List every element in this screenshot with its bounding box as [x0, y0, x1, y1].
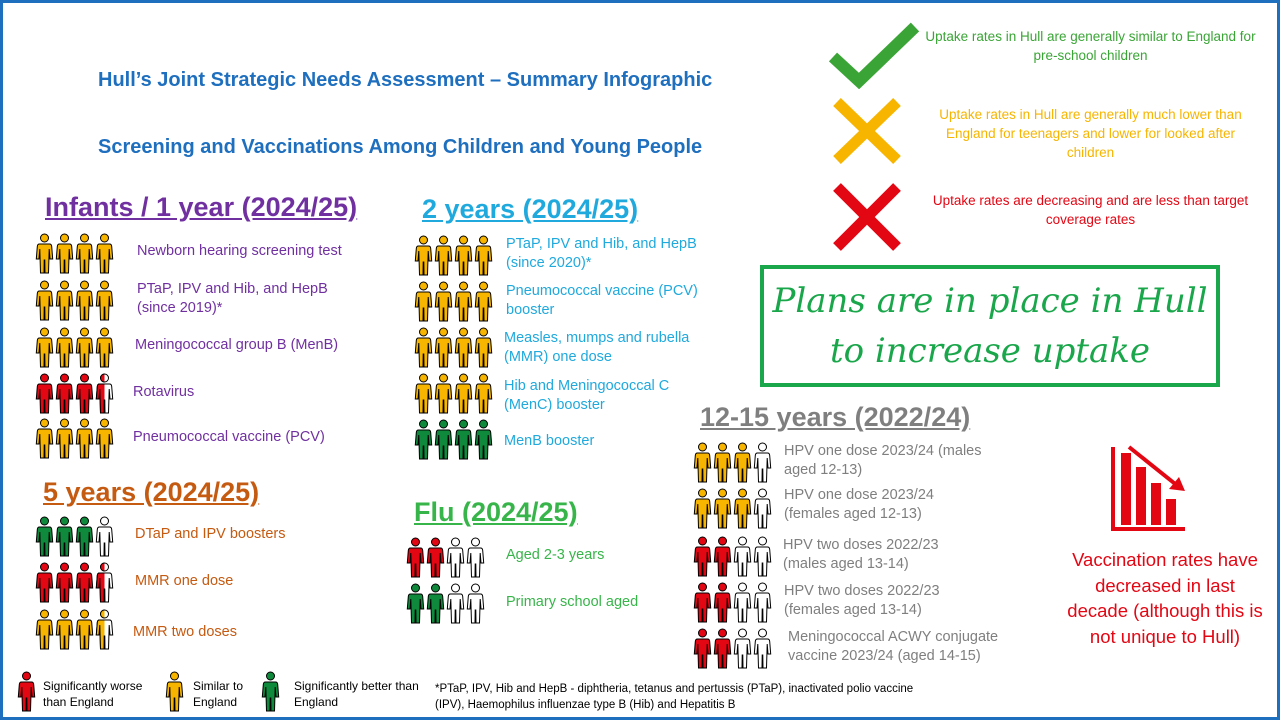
- infants-row-label: Pneumococcal vaccine (PCV): [133, 429, 325, 445]
- person-icon: [55, 609, 74, 651]
- teens-heading: 12-15 years (2022/24): [700, 402, 971, 432]
- person-icon: [75, 327, 94, 369]
- people-icons: [35, 516, 114, 558]
- person-icon: [95, 280, 114, 322]
- legend-similar-icon: [165, 671, 184, 713]
- people-icons: [35, 609, 114, 651]
- person-icon: [434, 281, 453, 323]
- people-icons: [693, 488, 772, 530]
- five-years-heading: 5 years (2024/25): [43, 477, 260, 507]
- five-years-row-label: DTaP and IPV boosters: [135, 526, 286, 542]
- legend-better-label: Significantly better than England: [294, 679, 419, 709]
- key-similar-text: Uptake rates in Hull are generally similar to England for pre-school children: [925, 29, 1256, 63]
- person-icon: [35, 609, 54, 651]
- person-icon: [733, 536, 752, 578]
- person-icon: [95, 418, 114, 460]
- amber-cross-icon: [829, 96, 905, 166]
- person-icon: [55, 562, 74, 604]
- person-icon: [75, 516, 94, 558]
- two-years-heading: 2 years (2024/25): [422, 194, 639, 224]
- person-icon: [414, 419, 433, 461]
- person-icon: [35, 418, 54, 460]
- person-icon: [426, 537, 445, 579]
- person-icon: [75, 233, 94, 275]
- key-lower-text: Uptake rates in Hull are generally much lower than England for teenagers and lower for looked after children: [939, 107, 1242, 160]
- person-icon: [95, 516, 114, 558]
- teens-row-label: HPV two doses 2022/23 (females aged 13-14): [784, 583, 940, 618]
- infants-row-label: Meningococcal group B (MenB): [135, 337, 339, 353]
- person-icon: [434, 373, 453, 415]
- person-icon: [17, 671, 36, 713]
- people-icons: [693, 582, 772, 624]
- declining-chart-icon: [1109, 443, 1189, 533]
- teens-row-label: Meningococcal ACWY conjugate vaccine 2023/24 (aged 14-15): [788, 629, 999, 664]
- person-icon: [733, 582, 752, 624]
- person-icon: [454, 235, 473, 277]
- person-icon: [55, 516, 74, 558]
- person-icon: [753, 628, 772, 670]
- person-icon: [454, 373, 473, 415]
- person-icon: [733, 628, 752, 670]
- person-icon: [55, 280, 74, 322]
- people-icons: [414, 235, 493, 277]
- decline-text: Vaccination rates have decreased in last decade (although this is not unique to Hull): [1067, 549, 1263, 647]
- person-icon: [75, 609, 94, 651]
- two-years-row-label: PTaP, IPV and Hib, and HepB (since 2020)*: [506, 236, 697, 271]
- person-icon: [693, 628, 712, 670]
- people-icons: [406, 583, 485, 625]
- teens-row-label: HPV one dose 2023/24 (females aged 12-13): [784, 487, 934, 522]
- person-icon: [454, 327, 473, 369]
- plans-text: Plans are in place in Hull to increase uptake: [772, 281, 1208, 371]
- infants-row-label: Rotavirus: [133, 384, 195, 400]
- flu-heading: Flu (2024/25): [414, 497, 578, 527]
- person-icon: [474, 235, 493, 277]
- person-icon: [55, 373, 74, 415]
- person-icon: [434, 327, 453, 369]
- person-icon: [454, 281, 473, 323]
- person-icon: [466, 583, 485, 625]
- page-subtitle: Screening and Vaccinations Among Children and Young People: [98, 136, 703, 158]
- infants-heading: Infants / 1 year (2024/25): [45, 192, 358, 222]
- people-icons: [693, 536, 772, 578]
- person-icon: [446, 537, 465, 579]
- person-icon: [35, 280, 54, 322]
- plans-box: [760, 265, 1220, 387]
- footnote: *PTaP, IPV, Hib and HepB - diphtheria, tetanus and pertussis (PTaP), inactivated polio vaccine (IPV), Haemophilus influenzae type B (Hib) and Hepatitis B: [435, 683, 914, 711]
- person-icon: [55, 418, 74, 460]
- person-icon: [95, 233, 114, 275]
- person-icon: [95, 327, 114, 369]
- person-icon: [414, 235, 433, 277]
- person-icon: [434, 419, 453, 461]
- person-icon: [713, 488, 732, 530]
- red-cross-icon: [829, 181, 905, 253]
- people-icons: [35, 280, 114, 322]
- person-icon: [466, 537, 485, 579]
- legend-worse-label: Significantly worse than England: [43, 679, 143, 709]
- five-years-row-label: MMR one dose: [135, 573, 234, 589]
- person-icon: [75, 280, 94, 322]
- people-icons: [414, 419, 493, 461]
- people-icons: [35, 418, 114, 460]
- infants-row-label: PTaP, IPV and Hib, and HepB (since 2019)*: [137, 281, 328, 316]
- person-icon: [95, 373, 114, 415]
- legend-worse-icon: [17, 671, 36, 713]
- person-icon: [474, 373, 493, 415]
- person-icon: [693, 488, 712, 530]
- person-icon: [474, 419, 493, 461]
- teens-row-label: HPV one dose 2023/24 (males aged 12-13): [784, 443, 982, 478]
- person-icon: [35, 516, 54, 558]
- two-years-row-label: Pneumococcal vaccine (PCV) booster: [506, 283, 698, 318]
- person-icon: [55, 327, 74, 369]
- person-icon: [35, 233, 54, 275]
- person-icon: [713, 628, 732, 670]
- person-icon: [55, 233, 74, 275]
- person-icon: [474, 327, 493, 369]
- checkmark-icon: [825, 19, 921, 89]
- person-icon: [753, 442, 772, 484]
- person-icon: [713, 582, 732, 624]
- person-icon: [753, 488, 772, 530]
- person-icon: [35, 373, 54, 415]
- person-icon: [454, 419, 473, 461]
- teens-row-label: HPV two doses 2022/23 (males aged 13-14): [783, 537, 939, 572]
- flu-row-label: Primary school aged: [506, 594, 639, 610]
- person-icon: [95, 562, 114, 604]
- person-icon: [713, 536, 732, 578]
- person-icon: [75, 562, 94, 604]
- people-icons: [414, 373, 493, 415]
- legend-similar-label: Similar to England: [193, 679, 244, 709]
- legend-better-icon: [261, 671, 280, 713]
- person-icon: [406, 537, 425, 579]
- person-icon: [713, 442, 732, 484]
- person-icon: [35, 562, 54, 604]
- infants-row-label: Newborn hearing screening test: [137, 243, 342, 259]
- people-icons: [35, 233, 114, 275]
- people-icons: [35, 562, 114, 604]
- page-title: Hull’s Joint Strategic Needs Assessment – Summary Infographic: [98, 69, 713, 91]
- person-icon: [426, 583, 445, 625]
- two-years-row-label: Hib and Meningococcal C (MenC) booster: [504, 378, 670, 413]
- flu-row-label: Aged 2-3 years: [506, 547, 605, 563]
- people-icons: [35, 327, 114, 369]
- person-icon: [693, 536, 712, 578]
- key-decreasing-text: Uptake rates are decreasing and are less than target coverage rates: [932, 193, 1249, 227]
- person-icon: [35, 327, 54, 369]
- person-icon: [753, 536, 772, 578]
- person-icon: [414, 373, 433, 415]
- person-icon: [75, 418, 94, 460]
- people-icons: [693, 442, 772, 484]
- person-icon: [406, 583, 425, 625]
- two-years-row-label: MenB booster: [504, 433, 595, 449]
- person-icon: [165, 671, 184, 713]
- people-icons: [406, 537, 485, 579]
- five-years-row-label: MMR two doses: [133, 624, 237, 640]
- people-icons: [414, 281, 493, 323]
- person-icon: [474, 281, 493, 323]
- person-icon: [261, 671, 280, 713]
- person-icon: [693, 442, 712, 484]
- person-icon: [414, 281, 433, 323]
- person-icon: [446, 583, 465, 625]
- person-icon: [733, 488, 752, 530]
- person-icon: [693, 582, 712, 624]
- two-years-row-label: Measles, mumps and rubella (MMR) one dose: [504, 330, 690, 365]
- person-icon: [753, 582, 772, 624]
- people-icons: [414, 327, 493, 369]
- people-icons: [35, 373, 114, 415]
- person-icon: [733, 442, 752, 484]
- person-icon: [95, 609, 114, 651]
- person-icon: [434, 235, 453, 277]
- person-icon: [75, 373, 94, 415]
- people-icons: [693, 628, 772, 670]
- person-icon: [414, 327, 433, 369]
